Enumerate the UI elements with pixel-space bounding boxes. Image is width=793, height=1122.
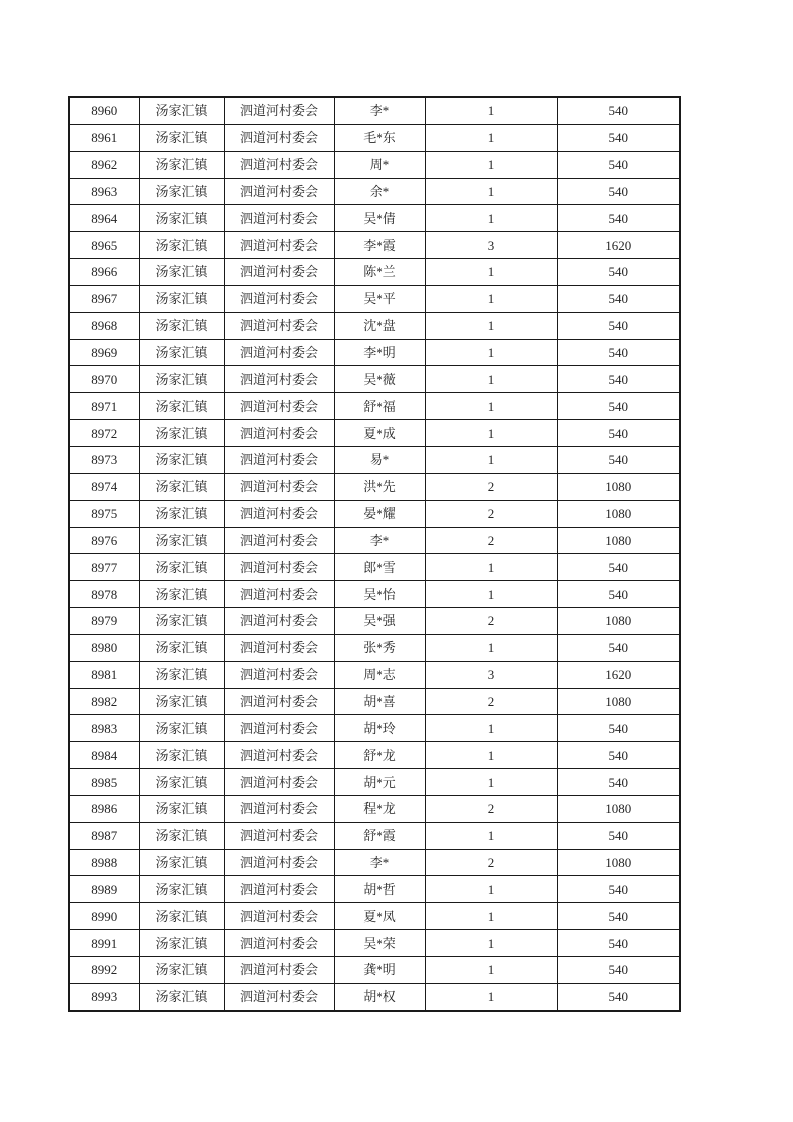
cell-amount: 540 xyxy=(557,178,680,205)
cell-town: 汤家汇镇 xyxy=(139,446,224,473)
cell-amount: 1620 xyxy=(557,661,680,688)
cell-person-name: 吴*怡 xyxy=(334,581,425,608)
table-row xyxy=(69,903,680,930)
cell-town: 汤家汇镇 xyxy=(139,554,224,581)
cell-count: 3 xyxy=(425,661,557,688)
cell-amount: 540 xyxy=(557,151,680,178)
cell-village-committee: 泗道河村委会 xyxy=(224,446,334,473)
table-row xyxy=(69,420,680,447)
cell-record-id: 8970 xyxy=(69,366,139,393)
cell-person-name: 舒*龙 xyxy=(334,742,425,769)
cell-town: 汤家汇镇 xyxy=(139,608,224,635)
cell-town: 汤家汇镇 xyxy=(139,715,224,742)
cell-town: 汤家汇镇 xyxy=(139,688,224,715)
cell-record-id: 8979 xyxy=(69,608,139,635)
cell-person-name: 毛*东 xyxy=(334,124,425,151)
cell-record-id: 8977 xyxy=(69,554,139,581)
cell-record-id: 8985 xyxy=(69,769,139,796)
cell-person-name: 程*龙 xyxy=(334,795,425,822)
table-body xyxy=(69,97,680,1011)
cell-record-id: 8963 xyxy=(69,178,139,205)
cell-person-name: 郎*雪 xyxy=(334,554,425,581)
cell-village-committee: 泗道河村委会 xyxy=(224,930,334,957)
cell-amount: 540 xyxy=(557,554,680,581)
cell-amount: 540 xyxy=(557,97,680,124)
cell-record-id: 8962 xyxy=(69,151,139,178)
cell-village-committee: 泗道河村委会 xyxy=(224,473,334,500)
table-row xyxy=(69,608,680,635)
cell-town: 汤家汇镇 xyxy=(139,97,224,124)
table-row xyxy=(69,795,680,822)
cell-town: 汤家汇镇 xyxy=(139,205,224,232)
cell-amount: 540 xyxy=(557,769,680,796)
cell-village-committee: 泗道河村委会 xyxy=(224,983,334,1010)
table-row xyxy=(69,473,680,500)
cell-person-name: 吴*平 xyxy=(334,285,425,312)
cell-village-committee: 泗道河村委会 xyxy=(224,151,334,178)
table-row xyxy=(69,151,680,178)
cell-amount: 1080 xyxy=(557,688,680,715)
cell-count: 1 xyxy=(425,930,557,957)
cell-village-committee: 泗道河村委会 xyxy=(224,581,334,608)
cell-town: 汤家汇镇 xyxy=(139,661,224,688)
table-row xyxy=(69,178,680,205)
beneficiary-table xyxy=(68,96,681,1012)
cell-town: 汤家汇镇 xyxy=(139,957,224,984)
cell-amount: 540 xyxy=(557,124,680,151)
cell-village-committee: 泗道河村委会 xyxy=(224,339,334,366)
cell-person-name: 晏*耀 xyxy=(334,500,425,527)
cell-village-committee: 泗道河村委会 xyxy=(224,97,334,124)
cell-village-committee: 泗道河村委会 xyxy=(224,661,334,688)
table-row xyxy=(69,124,680,151)
cell-town: 汤家汇镇 xyxy=(139,795,224,822)
table-row xyxy=(69,393,680,420)
cell-count: 2 xyxy=(425,688,557,715)
table-row xyxy=(69,930,680,957)
cell-count: 2 xyxy=(425,473,557,500)
cell-person-name: 周*志 xyxy=(334,661,425,688)
cell-amount: 540 xyxy=(557,205,680,232)
cell-count: 1 xyxy=(425,903,557,930)
cell-person-name: 张*秀 xyxy=(334,634,425,661)
cell-town: 汤家汇镇 xyxy=(139,876,224,903)
cell-person-name: 胡*喜 xyxy=(334,688,425,715)
cell-amount: 540 xyxy=(557,285,680,312)
cell-village-committee: 泗道河村委会 xyxy=(224,366,334,393)
cell-amount: 1080 xyxy=(557,527,680,554)
cell-village-committee: 泗道河村委会 xyxy=(224,259,334,286)
cell-count: 1 xyxy=(425,769,557,796)
cell-count: 1 xyxy=(425,393,557,420)
cell-count: 1 xyxy=(425,446,557,473)
cell-amount: 1080 xyxy=(557,608,680,635)
cell-village-committee: 泗道河村委会 xyxy=(224,715,334,742)
cell-town: 汤家汇镇 xyxy=(139,259,224,286)
cell-amount: 540 xyxy=(557,634,680,661)
cell-count: 1 xyxy=(425,124,557,151)
cell-record-id: 8974 xyxy=(69,473,139,500)
table-row xyxy=(69,554,680,581)
cell-person-name: 胡*元 xyxy=(334,769,425,796)
cell-town: 汤家汇镇 xyxy=(139,500,224,527)
cell-person-name: 夏*成 xyxy=(334,420,425,447)
cell-count: 2 xyxy=(425,527,557,554)
table-row xyxy=(69,500,680,527)
cell-person-name: 易* xyxy=(334,446,425,473)
cell-record-id: 8971 xyxy=(69,393,139,420)
cell-town: 汤家汇镇 xyxy=(139,178,224,205)
cell-town: 汤家汇镇 xyxy=(139,769,224,796)
cell-person-name: 夏*凤 xyxy=(334,903,425,930)
cell-count: 1 xyxy=(425,259,557,286)
cell-person-name: 周* xyxy=(334,151,425,178)
cell-town: 汤家汇镇 xyxy=(139,742,224,769)
cell-count: 1 xyxy=(425,554,557,581)
cell-town: 汤家汇镇 xyxy=(139,634,224,661)
cell-record-id: 8984 xyxy=(69,742,139,769)
table-row xyxy=(69,769,680,796)
cell-village-committee: 泗道河村委会 xyxy=(224,849,334,876)
table-row xyxy=(69,715,680,742)
cell-amount: 540 xyxy=(557,393,680,420)
cell-village-committee: 泗道河村委会 xyxy=(224,742,334,769)
cell-village-committee: 泗道河村委会 xyxy=(224,688,334,715)
table-row xyxy=(69,661,680,688)
cell-count: 1 xyxy=(425,957,557,984)
table-row xyxy=(69,232,680,259)
cell-town: 汤家汇镇 xyxy=(139,312,224,339)
cell-amount: 540 xyxy=(557,715,680,742)
cell-village-committee: 泗道河村委会 xyxy=(224,393,334,420)
cell-count: 2 xyxy=(425,795,557,822)
cell-village-committee: 泗道河村委会 xyxy=(224,285,334,312)
cell-person-name: 吴*倩 xyxy=(334,205,425,232)
cell-person-name: 李*明 xyxy=(334,339,425,366)
cell-amount: 540 xyxy=(557,259,680,286)
cell-town: 汤家汇镇 xyxy=(139,473,224,500)
cell-amount: 540 xyxy=(557,930,680,957)
table-row xyxy=(69,634,680,661)
cell-town: 汤家汇镇 xyxy=(139,124,224,151)
cell-village-committee: 泗道河村委会 xyxy=(224,634,334,661)
cell-town: 汤家汇镇 xyxy=(139,393,224,420)
table-row xyxy=(69,742,680,769)
table-row xyxy=(69,876,680,903)
cell-amount: 1080 xyxy=(557,795,680,822)
cell-amount: 540 xyxy=(557,339,680,366)
table-row xyxy=(69,205,680,232)
table-row xyxy=(69,285,680,312)
cell-record-id: 8986 xyxy=(69,795,139,822)
cell-person-name: 胡*哲 xyxy=(334,876,425,903)
cell-record-id: 8991 xyxy=(69,930,139,957)
cell-count: 1 xyxy=(425,97,557,124)
cell-count: 1 xyxy=(425,285,557,312)
cell-town: 汤家汇镇 xyxy=(139,339,224,366)
cell-record-id: 8964 xyxy=(69,205,139,232)
cell-record-id: 8967 xyxy=(69,285,139,312)
cell-record-id: 8969 xyxy=(69,339,139,366)
cell-count: 2 xyxy=(425,500,557,527)
cell-village-committee: 泗道河村委会 xyxy=(224,876,334,903)
cell-record-id: 8982 xyxy=(69,688,139,715)
cell-record-id: 8992 xyxy=(69,957,139,984)
cell-amount: 540 xyxy=(557,742,680,769)
cell-town: 汤家汇镇 xyxy=(139,930,224,957)
cell-count: 3 xyxy=(425,232,557,259)
cell-village-committee: 泗道河村委会 xyxy=(224,178,334,205)
cell-amount: 1080 xyxy=(557,849,680,876)
table-row xyxy=(69,339,680,366)
cell-village-committee: 泗道河村委会 xyxy=(224,957,334,984)
cell-count: 1 xyxy=(425,822,557,849)
cell-record-id: 8987 xyxy=(69,822,139,849)
cell-record-id: 8976 xyxy=(69,527,139,554)
cell-count: 1 xyxy=(425,312,557,339)
cell-village-committee: 泗道河村委会 xyxy=(224,232,334,259)
cell-amount: 1080 xyxy=(557,500,680,527)
cell-count: 1 xyxy=(425,178,557,205)
cell-amount: 540 xyxy=(557,876,680,903)
cell-person-name: 李* xyxy=(334,97,425,124)
cell-person-name: 余* xyxy=(334,178,425,205)
cell-person-name: 李* xyxy=(334,527,425,554)
table-row xyxy=(69,446,680,473)
cell-village-committee: 泗道河村委会 xyxy=(224,500,334,527)
cell-person-name: 洪*先 xyxy=(334,473,425,500)
cell-person-name: 陈*兰 xyxy=(334,259,425,286)
cell-village-committee: 泗道河村委会 xyxy=(224,124,334,151)
table-row xyxy=(69,259,680,286)
table-row xyxy=(69,957,680,984)
cell-town: 汤家汇镇 xyxy=(139,527,224,554)
cell-record-id: 8980 xyxy=(69,634,139,661)
cell-town: 汤家汇镇 xyxy=(139,151,224,178)
cell-person-name: 李* xyxy=(334,849,425,876)
cell-record-id: 8973 xyxy=(69,446,139,473)
cell-amount: 1620 xyxy=(557,232,680,259)
cell-record-id: 8990 xyxy=(69,903,139,930)
cell-person-name: 胡*玲 xyxy=(334,715,425,742)
cell-amount: 1080 xyxy=(557,473,680,500)
cell-amount: 540 xyxy=(557,420,680,447)
cell-count: 1 xyxy=(425,983,557,1010)
cell-count: 1 xyxy=(425,339,557,366)
table-row xyxy=(69,822,680,849)
cell-record-id: 8972 xyxy=(69,420,139,447)
cell-count: 1 xyxy=(425,366,557,393)
cell-village-committee: 泗道河村委会 xyxy=(224,554,334,581)
cell-village-committee: 泗道河村委会 xyxy=(224,205,334,232)
cell-record-id: 8965 xyxy=(69,232,139,259)
cell-person-name: 胡*权 xyxy=(334,983,425,1010)
cell-amount: 540 xyxy=(557,312,680,339)
cell-town: 汤家汇镇 xyxy=(139,420,224,447)
cell-record-id: 8960 xyxy=(69,97,139,124)
cell-town: 汤家汇镇 xyxy=(139,232,224,259)
cell-village-committee: 泗道河村委会 xyxy=(224,420,334,447)
cell-amount: 540 xyxy=(557,903,680,930)
cell-person-name: 李*霞 xyxy=(334,232,425,259)
cell-count: 1 xyxy=(425,205,557,232)
cell-town: 汤家汇镇 xyxy=(139,849,224,876)
cell-village-committee: 泗道河村委会 xyxy=(224,608,334,635)
cell-village-committee: 泗道河村委会 xyxy=(224,822,334,849)
cell-person-name: 吴*荣 xyxy=(334,930,425,957)
table-row xyxy=(69,312,680,339)
cell-count: 1 xyxy=(425,581,557,608)
cell-count: 2 xyxy=(425,608,557,635)
cell-count: 1 xyxy=(425,634,557,661)
cell-town: 汤家汇镇 xyxy=(139,983,224,1010)
cell-amount: 540 xyxy=(557,822,680,849)
cell-record-id: 8978 xyxy=(69,581,139,608)
cell-count: 2 xyxy=(425,849,557,876)
cell-record-id: 8975 xyxy=(69,500,139,527)
cell-amount: 540 xyxy=(557,446,680,473)
cell-count: 1 xyxy=(425,151,557,178)
cell-village-committee: 泗道河村委会 xyxy=(224,795,334,822)
cell-record-id: 8983 xyxy=(69,715,139,742)
cell-town: 汤家汇镇 xyxy=(139,285,224,312)
cell-count: 1 xyxy=(425,420,557,447)
cell-person-name: 吴*强 xyxy=(334,608,425,635)
cell-record-id: 8993 xyxy=(69,983,139,1010)
cell-village-committee: 泗道河村委会 xyxy=(224,903,334,930)
table-row xyxy=(69,527,680,554)
table-row xyxy=(69,581,680,608)
table-row xyxy=(69,849,680,876)
cell-village-committee: 泗道河村委会 xyxy=(224,527,334,554)
cell-town: 汤家汇镇 xyxy=(139,822,224,849)
cell-count: 1 xyxy=(425,742,557,769)
cell-count: 1 xyxy=(425,876,557,903)
cell-record-id: 8968 xyxy=(69,312,139,339)
cell-record-id: 8981 xyxy=(69,661,139,688)
table-row xyxy=(69,366,680,393)
cell-amount: 540 xyxy=(557,366,680,393)
cell-town: 汤家汇镇 xyxy=(139,581,224,608)
cell-person-name: 龚*明 xyxy=(334,957,425,984)
cell-town: 汤家汇镇 xyxy=(139,903,224,930)
cell-village-committee: 泗道河村委会 xyxy=(224,312,334,339)
cell-record-id: 8989 xyxy=(69,876,139,903)
cell-count: 1 xyxy=(425,715,557,742)
cell-person-name: 吴*薇 xyxy=(334,366,425,393)
table-row xyxy=(69,688,680,715)
cell-person-name: 舒*福 xyxy=(334,393,425,420)
cell-person-name: 沈*盘 xyxy=(334,312,425,339)
cell-record-id: 8988 xyxy=(69,849,139,876)
cell-amount: 540 xyxy=(557,581,680,608)
cell-record-id: 8966 xyxy=(69,259,139,286)
table-row xyxy=(69,983,680,1010)
table-row xyxy=(69,97,680,124)
cell-amount: 540 xyxy=(557,983,680,1010)
cell-village-committee: 泗道河村委会 xyxy=(224,769,334,796)
cell-person-name: 舒*霞 xyxy=(334,822,425,849)
cell-record-id: 8961 xyxy=(69,124,139,151)
cell-town: 汤家汇镇 xyxy=(139,366,224,393)
cell-amount: 540 xyxy=(557,957,680,984)
